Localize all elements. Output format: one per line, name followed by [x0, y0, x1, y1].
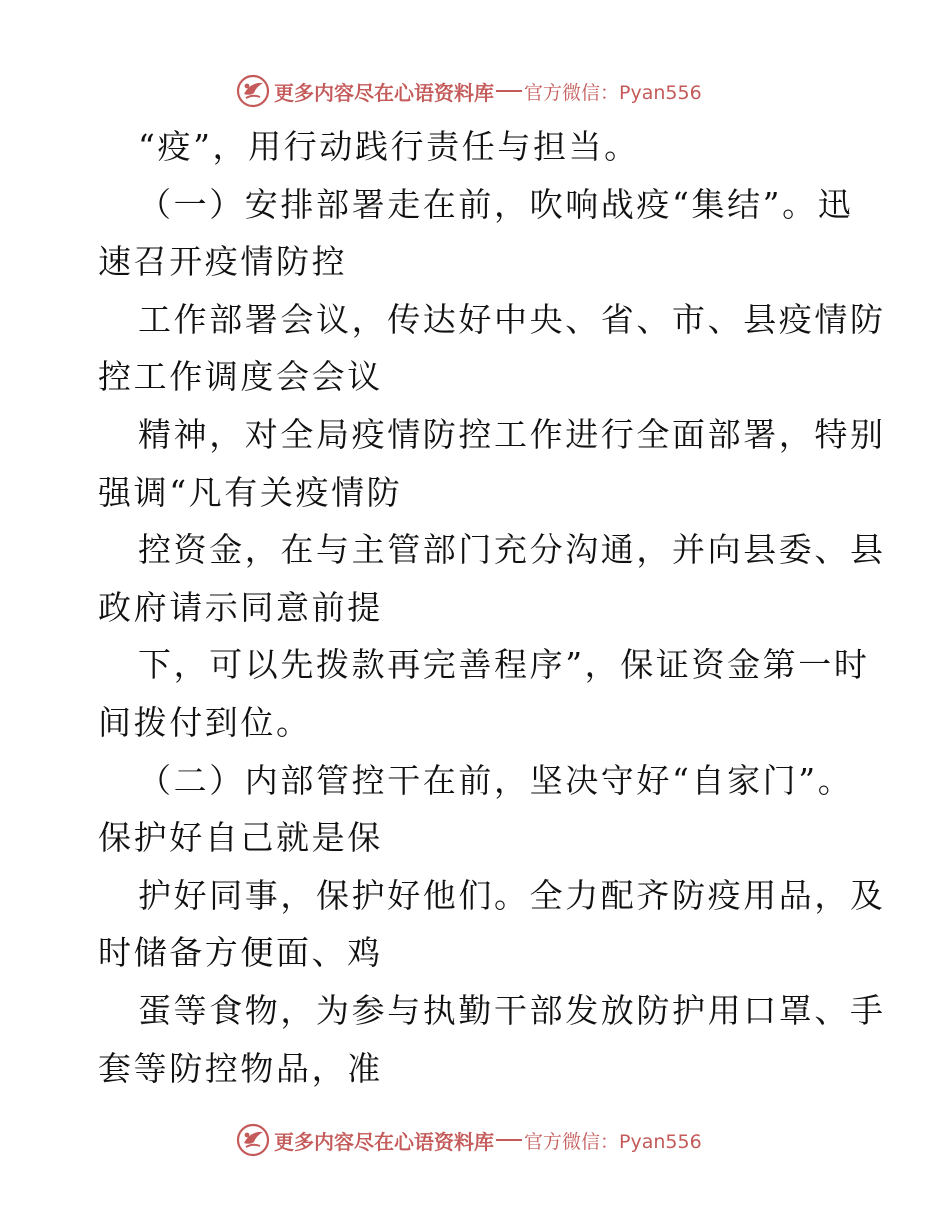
body-line: （一）安排部署走在前，吹响战疫“集结”。迅: [138, 184, 854, 224]
body-line: 精神，对全局疫情防控工作进行全面部署，特别: [138, 414, 886, 454]
body-line: 保护好自己就是保: [98, 818, 383, 858]
watermark-site-name: 更多内容尽在心语资料库: [274, 1129, 494, 1154]
watermark-site-name: 更多内容尽在心语资料库: [274, 80, 494, 105]
body-line: 套等防控物品，准: [98, 1048, 383, 1088]
body-line: 控资金，在与主管部门充分沟通，并向县委、县: [138, 530, 886, 570]
body-line: 下，可以先拨款再完善程序”，保证资金第一时: [138, 645, 870, 685]
wing-shield-logo-icon: [236, 74, 270, 108]
footer-watermark: [236, 1123, 702, 1157]
body-line: 速召开疫情防控: [98, 242, 348, 282]
watermark-dash: [496, 90, 522, 92]
watermark-contact: 官方微信：Pyan556: [524, 81, 702, 104]
body-line: 时储备方便面、鸡: [98, 933, 383, 973]
body-line: 间拨付到位。: [98, 702, 312, 742]
wing-shield-logo-icon: [236, 1123, 270, 1157]
body-line: 工作部署会议，传达好中央、省、市、县疫情防: [138, 299, 886, 339]
watermark-dash: [496, 1139, 522, 1141]
body-line: 蛋等食物，为参与执勤干部发放防护用口罩、手: [138, 990, 886, 1030]
body-line: （二）内部管控干在前，坚决守好“自家门”。: [138, 760, 854, 800]
body-line: 强调“凡有关疫情防: [98, 472, 403, 512]
body-line: 控工作调度会会议: [98, 357, 383, 397]
body-line: “疫”，用行动践行责任与担当。: [138, 127, 640, 166]
document-body: [98, 118, 886, 1097]
watermark-contact: 官方微信：Pyan556: [524, 1130, 702, 1153]
body-line: 政府请示同意前提: [98, 587, 383, 627]
header-watermark: [236, 74, 702, 108]
body-line: 护好同事，保护好他们。全力配齐防疫用品，及: [138, 875, 886, 915]
